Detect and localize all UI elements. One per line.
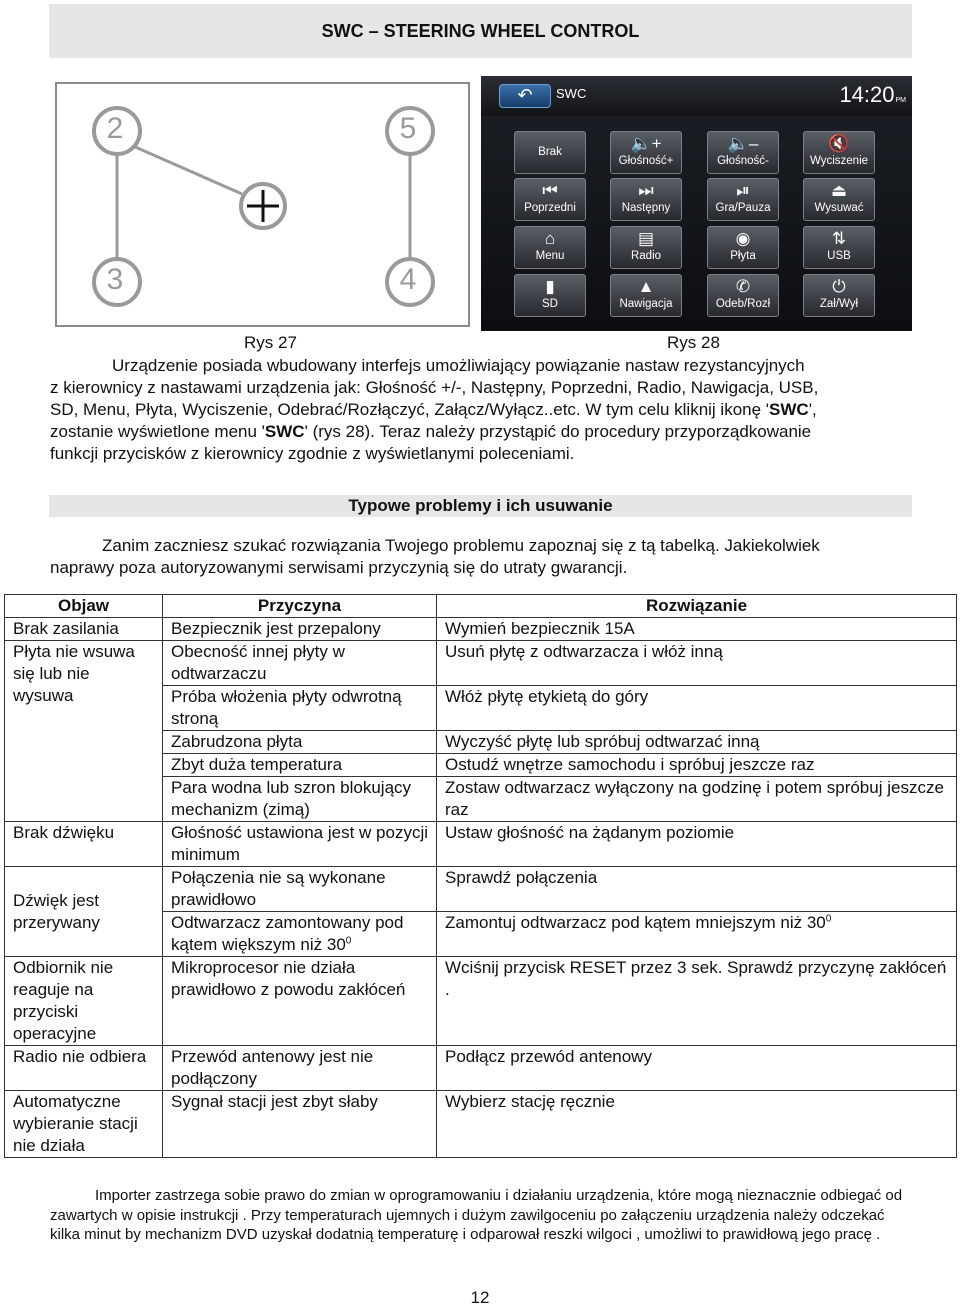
swc-button-volume-up[interactable]: 🔈+ Głośność+ bbox=[610, 131, 682, 174]
table-header-row bbox=[5, 595, 957, 618]
swc-button-disc[interactable]: ◉ Płyta bbox=[707, 226, 779, 269]
volume-up-icon: 🔈+ bbox=[630, 134, 662, 153]
figure-caption: Rys 27 bbox=[244, 333, 297, 352]
warning-paragraph: Zanim zaczniesz szukać rozwiązania Twojego problemu zapoznaj się z tą tabelką. Jakiekolwiek naprawy poza autoryzowanymi serwisami przyczynią się do utraty gwarancji. bbox=[50, 536, 820, 577]
column-header: Rozwiązanie bbox=[437, 595, 957, 618]
table-row: Odbiornik nie reaguje na przyciski operacyjne Mikroprocesor nie działa prawidłowo z powodu zakłóceń Wciśnij przycisk RESET przez 3 sek. Sprawdź przyczynę zakłóceń . bbox=[5, 957, 957, 1046]
swc-button-usb[interactable]: ⇅ USB bbox=[803, 226, 875, 269]
volume-down-icon: 🔈– bbox=[727, 134, 759, 153]
table-row: Radio nie odbiera Przewód antenowy jest nie podłączony Podłącz przewód antenowy bbox=[5, 1046, 957, 1091]
swc-button-sd[interactable]: ▮ SD bbox=[514, 274, 586, 317]
column-header: Objaw bbox=[5, 595, 163, 618]
mute-icon: 🔇 bbox=[828, 134, 850, 153]
home-icon: ⌂ bbox=[544, 229, 556, 248]
node-label: 3 bbox=[106, 263, 124, 296]
ground-symbol-icon bbox=[241, 184, 285, 228]
screen-title: SWC bbox=[556, 86, 587, 101]
previous-icon: ⏮ bbox=[542, 181, 558, 200]
node-label: 4 bbox=[399, 263, 417, 296]
swc-button-power[interactable]: ⏻ Zał/Wył bbox=[803, 274, 875, 317]
sd-card-icon: ▮ bbox=[545, 277, 555, 296]
table-row: Brak zasilania Bezpiecznik jest przepalony Wymień bezpiecznik 15A bbox=[5, 618, 957, 641]
table-row: Automatyczne wybieranie stacji nie działa Sygnał stacji jest zbyt słaby Wybierz stację ręcznie bbox=[5, 1091, 957, 1158]
table-row: Próba włożenia płyty odwrotną stroną Włóż płytę etykietą do góry bbox=[5, 686, 957, 731]
swc-button-play-pause[interactable]: ⏯ Gra/Pauza bbox=[707, 178, 779, 221]
usb-icon: ⇅ bbox=[831, 229, 847, 248]
section-heading: Typowe problemy i ich usuwanie bbox=[49, 495, 912, 517]
swc-button-eject[interactable]: ⏏ Wysuwać bbox=[803, 178, 875, 221]
table-row: Dźwięk jest przerywany Połączenia nie są wykonane prawidłowo Sprawdź połączenia bbox=[5, 867, 957, 912]
table-row: Płyta nie wsuwa się lub nie wysuwa Obecność innej płyty w odtwarzaczu Usuń płytę z odtwarzacza i włóż inną bbox=[5, 641, 957, 686]
back-arrow-icon: ↶ bbox=[517, 85, 533, 105]
figure-caption: Rys 28 bbox=[667, 333, 720, 352]
power-icon: ⏻ bbox=[832, 277, 846, 296]
swc-button-next[interactable]: ⏭ Następny bbox=[610, 178, 682, 221]
troubleshooting-table bbox=[4, 594, 957, 1158]
swc-button-mute[interactable]: 🔇 Wyciszenie bbox=[803, 131, 875, 174]
play-pause-icon: ⏯ bbox=[736, 181, 750, 200]
footer-note: Importer zastrzega sobie prawo do zmian w oprogramowaniu i działaniu urządzenia, które mogą nieznacznie odbiegać od zawartych w opisie instrukcji . Przy temperaturach ujemnych i dużym zawilgoceniu po załączeniu urządzenia należy odczekać kilka minut by mechanizm DVD uzyskał dodatnią temperaturę i odparował reszki wilgoci , umożliwi to prawidłową jego pracę . bbox=[50, 1187, 903, 1243]
swc-button-previous[interactable]: ⏮ Poprzedni bbox=[514, 178, 586, 221]
swc-button-phone[interactable]: ✆ Odeb/Rozł bbox=[707, 274, 779, 317]
table-row: Brak dźwięku Głośność ustawiona jest w pozycji minimum Ustaw głośność na żądanym poziomie bbox=[5, 822, 957, 867]
swc-button-none[interactable]: Brak bbox=[514, 131, 586, 174]
swc-button-menu[interactable]: ⌂ Menu bbox=[514, 226, 586, 269]
table-row: Para wodna lub szron blokujący mechanizm (zimą) Zostaw odtwarzacz wyłączony na godzinę i potem spróbuj jeszcze raz bbox=[5, 777, 957, 822]
column-header: Przyczyna bbox=[163, 595, 437, 618]
node-label: 5 bbox=[399, 112, 417, 145]
page-title: SWC – STEERING WHEEL CONTROL bbox=[49, 4, 912, 58]
navigation-icon: ▲ bbox=[637, 277, 655, 296]
page-number: 12 bbox=[470, 1288, 490, 1307]
clock: 14:20PM bbox=[839, 82, 906, 107]
swc-screen bbox=[481, 76, 912, 331]
eject-icon: ⏏ bbox=[830, 181, 848, 200]
back-button[interactable] bbox=[499, 84, 551, 108]
phone-icon: ✆ bbox=[735, 277, 751, 296]
swc-button-navigation[interactable]: ▲ Nawigacja bbox=[610, 274, 682, 317]
swc-button-volume-down[interactable]: 🔈– Głośność- bbox=[707, 131, 779, 174]
next-icon: ⏭ bbox=[638, 181, 654, 200]
intro-paragraph: Urządzenie posiada wbudowany interfejs umożliwiający powiązanie nastaw rezystancyjnych z kierownicy z nastawami urządzenia jak: Głośność +/-, Następny, Poprzedni, Radio, Nawigacja, USB, SD, Menu, Płyta, Wyciszenie, Odebrać/Rozłączyć, Załącz/Wyłącz..etc. W tym celu kliknij ikonę 'SWC', zostanie wyświetlone menu 'SWC' (rys 28). Teraz należy przystąpić do procedury przyporządkowanie funkcji przycisków z kierownicy zgodnie z wyświetlanymi poleceniami. bbox=[50, 356, 819, 463]
swc-button-radio[interactable]: ▤ Radio bbox=[610, 226, 682, 269]
disc-icon: ◉ bbox=[735, 229, 751, 248]
swc-wiring-diagram bbox=[55, 82, 470, 327]
radio-icon: ▤ bbox=[637, 229, 655, 248]
table-row: Zabrudzona płyta Wyczyść płytę lub spróbuj odtwarzać inną bbox=[5, 731, 957, 754]
table-row: Zbyt duża temperatura Ostudź wnętrze samochodu i spróbuj jeszcze raz bbox=[5, 754, 957, 777]
table-row: Odtwarzacz zamontowany pod kątem większym niż $30^0$ Zamontuj odtwarzacz pod kątem mniejszym niż $30^0$ bbox=[5, 912, 957, 957]
node-label: 2 bbox=[106, 112, 124, 145]
